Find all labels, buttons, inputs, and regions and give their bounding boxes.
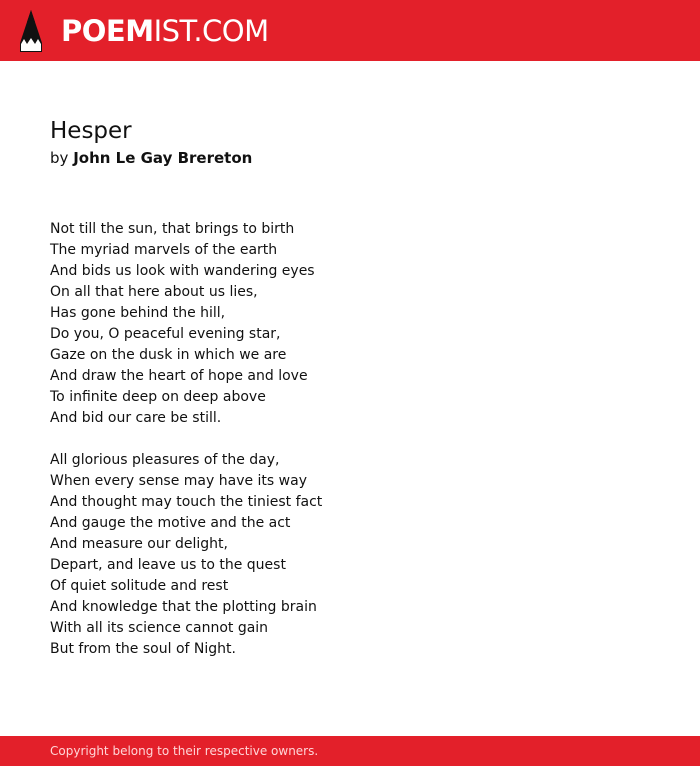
author-name[interactable]: John Le Gay Brereton xyxy=(73,149,253,167)
poem-line: And bids us look with wandering eyes xyxy=(50,263,315,279)
poem-line: And measure our delight, xyxy=(50,536,228,552)
site-logo-link[interactable] xyxy=(18,9,269,53)
stanza-1 xyxy=(50,219,650,429)
poem-line: All glorious pleasures of the day, xyxy=(50,452,280,468)
site-name xyxy=(61,9,269,53)
poem-title: Hesper xyxy=(50,118,132,144)
poem-line: Not till the sun, that brings to birth xyxy=(50,221,295,237)
poem-line: Gaze on the dusk in which we are xyxy=(50,347,287,363)
poem-line: Of quiet solitude and rest xyxy=(50,578,229,594)
poem-line: And bid our care be still. xyxy=(50,410,222,426)
poem-line: And knowledge that the plotting brain xyxy=(50,599,317,615)
poem-line: But from the soul of Night. xyxy=(50,641,236,657)
site-footer xyxy=(0,736,700,766)
poem-line: Has gone behind the hill, xyxy=(50,305,226,321)
poem-line: And draw the heart of hope and love xyxy=(50,368,308,384)
poem-line: On all that here about us lies, xyxy=(50,284,258,300)
poem-line: The myriad marvels of the earth xyxy=(50,242,278,258)
poem-content xyxy=(50,116,650,681)
poem-line: And thought may touch the tiniest fact xyxy=(50,494,323,510)
poem-line: Depart, and leave us to the quest xyxy=(50,557,286,573)
stanza-2 xyxy=(50,450,650,660)
site-name-bold: POEM xyxy=(61,14,154,48)
poem-body xyxy=(50,219,650,660)
poem-line: And gauge the motive and the act xyxy=(50,515,291,531)
copyright-text: Copyright belong to their respective owners. xyxy=(50,744,319,758)
poem-line: To infinite deep on deep above xyxy=(50,389,266,405)
poem-line: With all its science cannot gain xyxy=(50,620,269,636)
poem-line: When every sense may have its way xyxy=(50,473,307,489)
by-label: by xyxy=(50,149,69,167)
pencil-icon xyxy=(18,10,44,52)
poem-byline xyxy=(50,147,650,169)
site-header xyxy=(0,0,700,61)
site-name-light: IST.COM xyxy=(153,14,269,48)
poem-line: Do you, O peaceful evening star, xyxy=(50,326,281,342)
